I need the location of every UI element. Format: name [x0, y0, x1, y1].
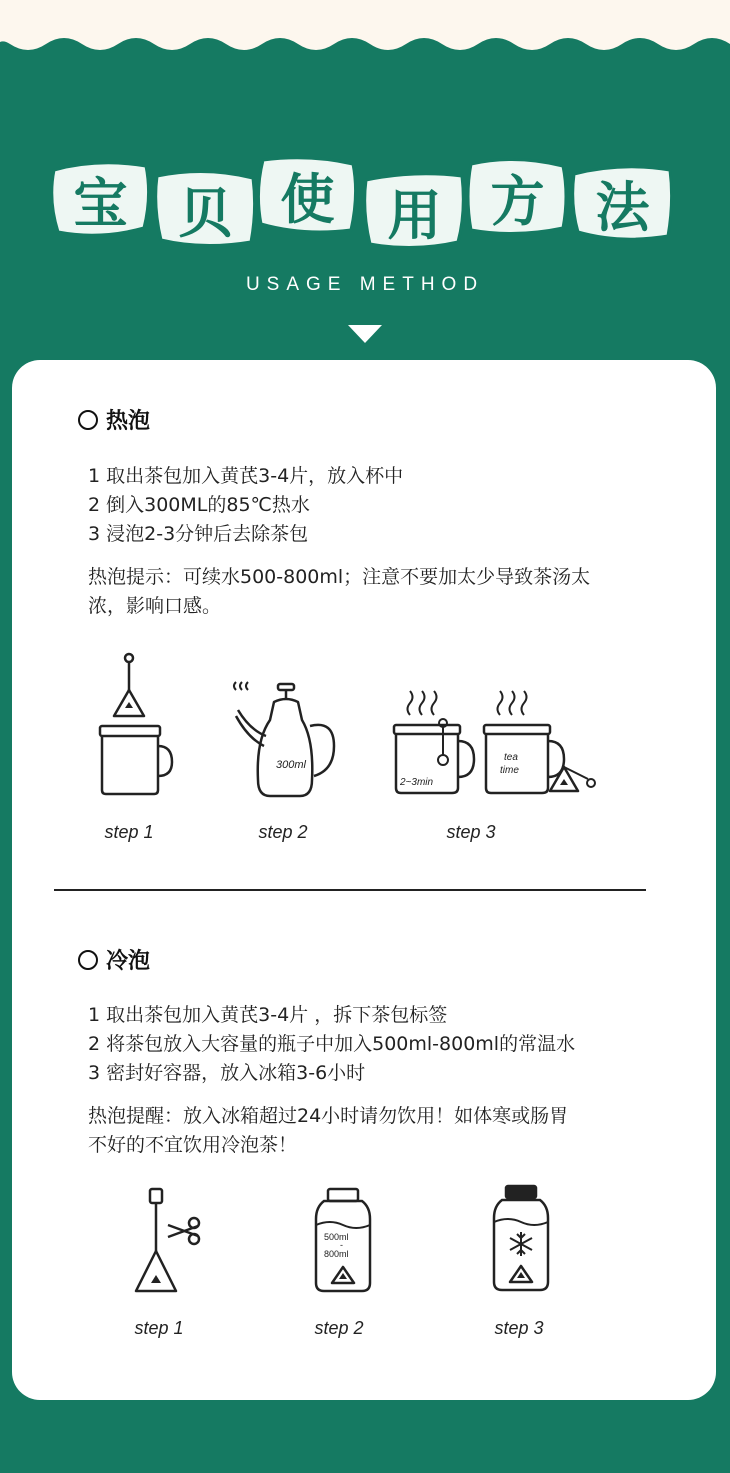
time-text: time — [500, 765, 519, 776]
cold-brew-heading: 冷泡 — [78, 944, 150, 975]
title-char-4: 用 — [362, 168, 467, 254]
subtitle: USAGE METHOD — [245, 274, 485, 295]
page-title — [0, 150, 730, 260]
title-char-1: 宝 — [48, 156, 153, 242]
steeping-cup-icon — [390, 685, 476, 800]
title-char-2: 贝 — [153, 166, 258, 252]
teabag-scissors-icon — [130, 1185, 230, 1300]
down-arrow-icon — [348, 325, 382, 343]
water-bottle-icon — [308, 1185, 378, 1300]
hot-step-label-1: step 1 — [104, 822, 154, 842]
hot-step-label-3: step 3 — [446, 822, 496, 842]
tea-time-cup-icon — [480, 685, 610, 800]
cold-step-label-1: step 1 — [134, 1318, 184, 1338]
hot-step-1: 1 取出茶包加入黄芪3-4片，放入杯中 — [88, 465, 404, 487]
steep-time-label: 2~3min — [400, 777, 434, 788]
cold-bottle-snowflake-icon — [486, 1182, 556, 1300]
tea-text: tea — [504, 752, 518, 763]
circle-icon — [78, 410, 98, 430]
top-wave-decoration — [0, 0, 730, 60]
cold-step-2: 2 将茶包放入大容量的瓶子中加入500ml-800ml的常温水 — [88, 1033, 576, 1055]
cold-tip-line-1: 热泡提醒：放入冰箱超过24小时请勿饮用！如体寒或肠胃 — [88, 1105, 569, 1127]
kettle-icon — [230, 680, 340, 805]
kettle-volume-label: 300ml — [276, 759, 306, 771]
hot-brew-heading: 热泡 — [78, 404, 150, 435]
usage-card — [12, 360, 716, 1400]
snowflake-icon — [510, 1232, 532, 1256]
cold-step-label-3: step 3 — [494, 1318, 544, 1338]
title-char-3: 使 — [255, 152, 360, 238]
title-char-5: 方 — [465, 154, 570, 240]
hot-tip-line-2: 浓，影响口感。 — [88, 595, 222, 617]
title-char-6: 法 — [570, 160, 675, 246]
mug-with-teabag-icon — [92, 650, 192, 800]
hot-step-2: 2 倒入300ML的85℃热水 — [88, 494, 310, 516]
hot-step-3: 3 浸泡2-3分钟后去除茶包 — [88, 523, 309, 545]
cold-tip-line-2: 不好的不宜饮用冷泡茶！ — [88, 1134, 298, 1156]
section-divider — [54, 889, 646, 891]
hot-tip-line-1: 热泡提示：可续水500-800ml；注意不要加太少导致茶汤太 — [88, 566, 591, 588]
bottle-volume-dash: - — [340, 1240, 343, 1250]
bottle-volume-bottom: 800ml — [324, 1249, 349, 1259]
cold-step-label-2: step 2 — [314, 1318, 364, 1338]
bottle-volume-top: 500ml — [324, 1232, 349, 1242]
circle-icon — [78, 950, 98, 970]
cold-step-1: 1 取出茶包加入黄芪3-4片 ，拆下茶包标签 — [88, 1004, 448, 1026]
cold-step-3: 3 密封好容器，放入冰箱3-6小时 — [88, 1062, 366, 1084]
hot-step-label-2: step 2 — [258, 822, 308, 842]
